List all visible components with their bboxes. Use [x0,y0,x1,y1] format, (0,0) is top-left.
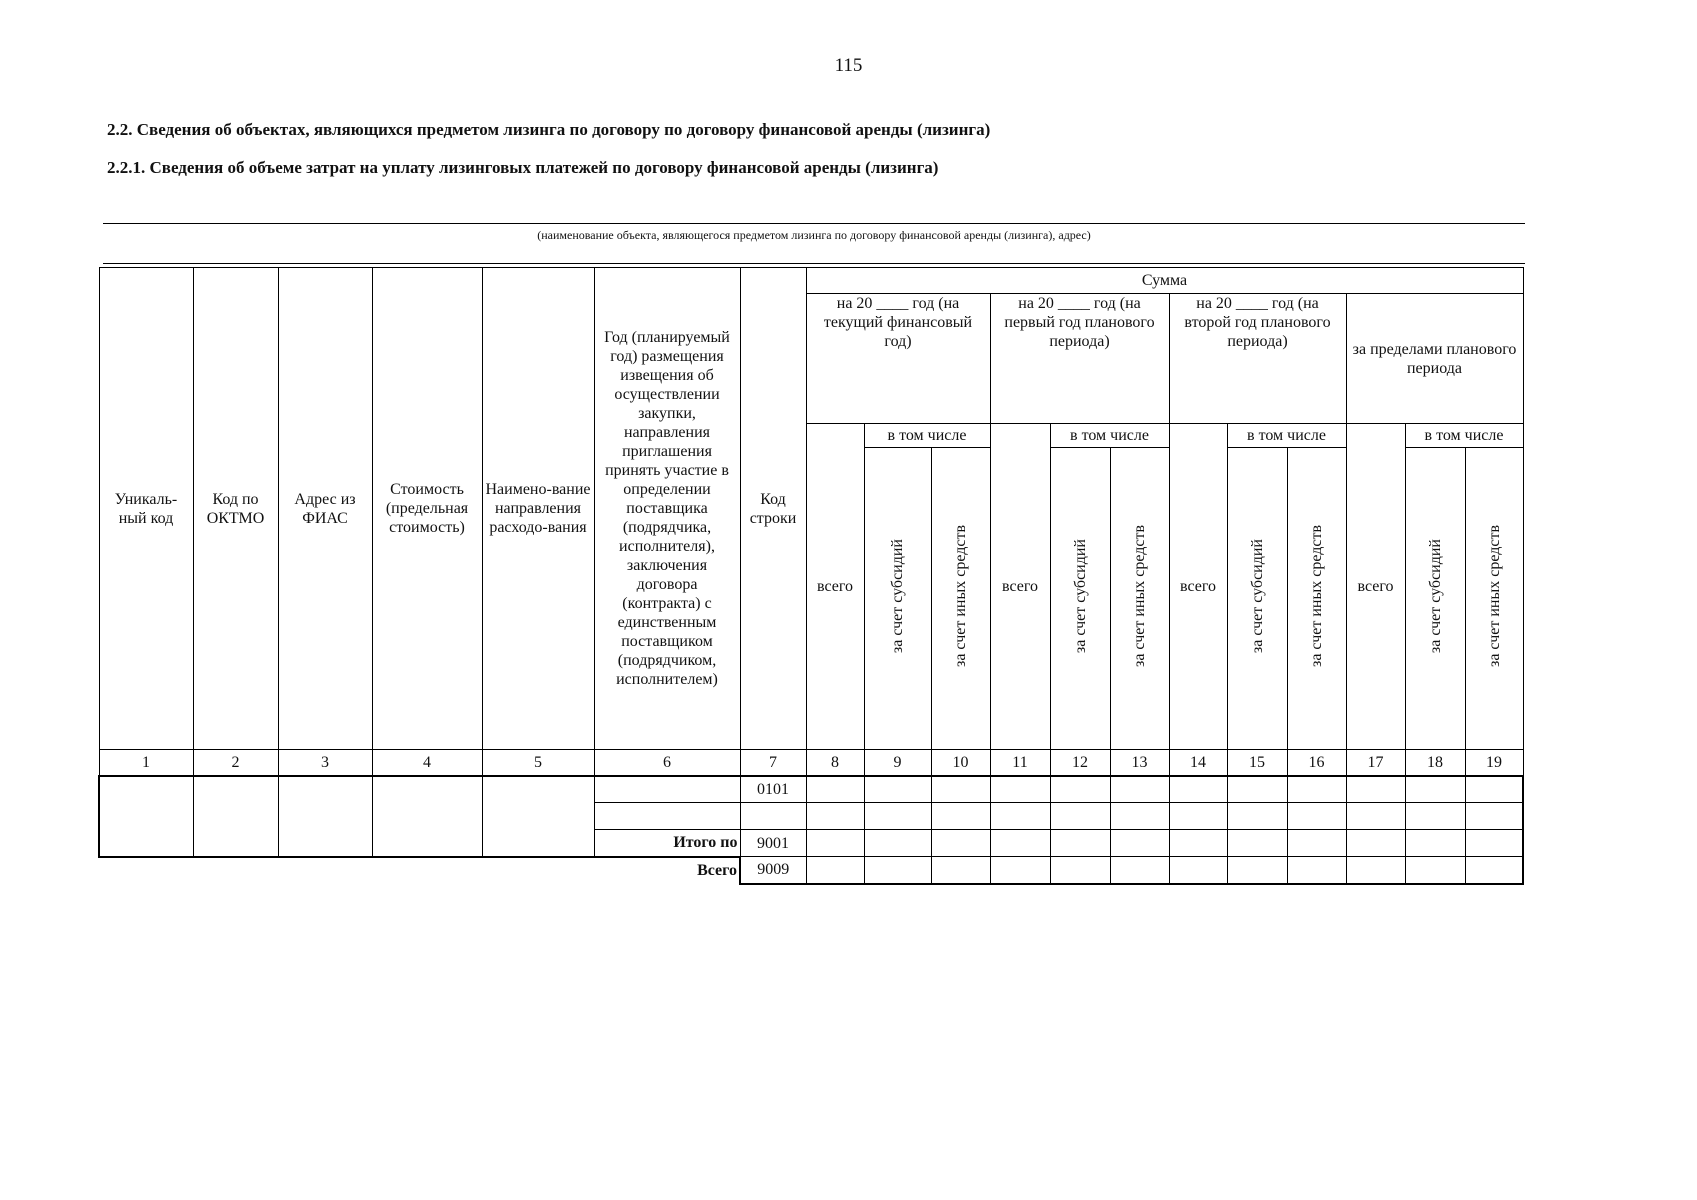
col-unique-code: Уникаль-ный код [99,268,193,750]
cell-value[interactable] [931,857,990,884]
cell-value[interactable] [1169,776,1227,803]
cell-direction[interactable] [482,776,594,857]
col-number: 6 [594,750,740,776]
cell-value[interactable] [1405,830,1465,857]
table-row [99,776,1523,803]
total-second: всего [1169,424,1227,750]
cell-value[interactable] [931,803,990,830]
cell-value[interactable] [990,776,1050,803]
cell-value[interactable] [806,857,864,884]
total-beyond: всего [1346,424,1405,750]
cell-value[interactable] [1050,776,1110,803]
col-number: 18 [1405,750,1465,776]
col-number: 2 [193,750,278,776]
cell-value[interactable] [864,803,931,830]
cell-value[interactable] [990,830,1050,857]
cell-value[interactable] [1110,803,1169,830]
cell-value[interactable] [1465,857,1523,884]
cell-value[interactable] [1169,803,1227,830]
leasing-costs-table [98,267,1524,885]
col-number: 3 [278,750,372,776]
column-numbers-row [99,750,1523,776]
incl-current: в том числе [864,424,990,448]
cell-year[interactable] [594,776,740,803]
cell-value[interactable] [1346,857,1405,884]
col-number: 15 [1227,750,1287,776]
cell-value[interactable] [806,803,864,830]
total-label: Всего [594,857,740,884]
cell-value[interactable] [806,776,864,803]
col-number: 16 [1287,750,1346,776]
subtotal-label: Итого по [594,830,740,857]
cell-value[interactable] [990,857,1050,884]
period-second: на 20 ____ год (на второй год планового периода) [1169,294,1346,424]
cell-value[interactable] [1405,803,1465,830]
col-number: 1 [99,750,193,776]
col-number: 9 [864,750,931,776]
cell-value[interactable] [864,830,931,857]
col-procurement-year: Год (планируемый год) размещения извещения об осуществлении закупки, направления приглашения принять участие в определении поставщика (подрядчика, исполнителя), заключения договора (контракта) с единственным поставщиком (подрядчиком, исполнителем) [594,268,740,750]
cell-value[interactable] [990,803,1050,830]
col-number: 17 [1346,750,1405,776]
total-row [99,857,1523,884]
col-number: 4 [372,750,482,776]
col-oktmo: Код по ОКТМО [193,268,278,750]
cell-value[interactable] [1287,830,1346,857]
other-current: за счет иных средств [931,448,990,750]
subsidy-beyond: за счет субсидий [1405,448,1465,750]
cell-value[interactable] [931,830,990,857]
col-number: 14 [1169,750,1227,776]
period-beyond: за пределами планового периода [1346,294,1523,424]
cell-value[interactable] [1287,803,1346,830]
cell-value[interactable] [1110,776,1169,803]
cell-unique-code[interactable] [99,776,193,857]
cell-line-code[interactable] [740,803,806,830]
col-cost: Стоимость (предельная стоимость) [372,268,482,750]
table-top-line [103,263,1525,264]
period-first: на 20 ____ год (на первый год планового периода) [990,294,1169,424]
object-caption: (наименование объекта, являющегося предметом лизинга по договору финансовой аренды (лизинга), адрес) [537,228,1091,242]
cell-value[interactable] [1465,803,1523,830]
cell-value[interactable] [1050,803,1110,830]
cell-value[interactable] [1169,857,1227,884]
object-name-line [103,223,1525,224]
cell-value[interactable] [1227,776,1287,803]
cell-value[interactable] [1110,857,1169,884]
cell-cost[interactable] [372,776,482,857]
col-number: 7 [740,750,806,776]
cell-line-code: 0101 [740,776,806,803]
cell-value[interactable] [1227,857,1287,884]
subsidy-current: за счет субсидий [864,448,931,750]
incl-second: в том числе [1227,424,1346,448]
col-number: 19 [1465,750,1523,776]
other-first: за счет иных средств [1110,448,1169,750]
page-number: 115 [834,55,863,76]
col-number: 11 [990,750,1050,776]
col-number: 13 [1110,750,1169,776]
cell-value[interactable] [1169,830,1227,857]
cell-value[interactable] [806,830,864,857]
cell-value[interactable] [1346,803,1405,830]
cell-value[interactable] [1050,830,1110,857]
cell-value[interactable] [1287,857,1346,884]
cell-value[interactable] [1405,776,1465,803]
col-number: 10 [931,750,990,776]
other-second: за счет иных средств [1287,448,1346,750]
col-number: 8 [806,750,864,776]
cell-value[interactable] [1227,830,1287,857]
cell-value[interactable] [1346,830,1405,857]
total-current: всего [806,424,864,750]
subtotal-code: 9001 [740,830,806,857]
section-heading: 2.2. Сведения об объектах, являющихся предметом лизинга по договору по договору финансовой аренды (лизинга) [107,120,991,139]
cell-value[interactable] [931,776,990,803]
other-beyond: за счет иных средств [1465,448,1523,750]
col-number: 12 [1050,750,1110,776]
cell-value[interactable] [1227,803,1287,830]
cell-value[interactable] [1465,776,1523,803]
subsidy-second: за счет субсидий [1227,448,1287,750]
cell-value[interactable] [1050,857,1110,884]
incl-beyond: в том числе [1405,424,1523,448]
total-code: 9009 [740,857,806,884]
cell-value[interactable] [864,857,931,884]
cell-value[interactable] [864,776,931,803]
cell-value[interactable] [1110,830,1169,857]
cell-value[interactable] [1287,776,1346,803]
period-current: на 20 ____ год (на текущий финансовый год) [806,294,990,424]
col-direction: Наимено-вание направления расходо-вания [482,268,594,750]
cell-year[interactable] [594,803,740,830]
col-fias-address: Адрес из ФИАС [278,268,372,750]
subsection-heading: 2.2.1. Сведения об объеме затрат на уплату лизинговых платежей по договору финансовой аренды (лизинга) [107,158,939,177]
cell-oktmo[interactable] [193,776,278,857]
subsidy-first: за счет субсидий [1050,448,1110,750]
incl-first: в том числе [1050,424,1169,448]
cell-value[interactable] [1346,776,1405,803]
col-line-code: Код строки [740,268,806,750]
total-first: всего [990,424,1050,750]
cell-fias[interactable] [278,776,372,857]
sum-header: Сумма [806,268,1523,294]
col-number: 5 [482,750,594,776]
cell-value[interactable] [1465,830,1523,857]
cell-value[interactable] [1405,857,1465,884]
